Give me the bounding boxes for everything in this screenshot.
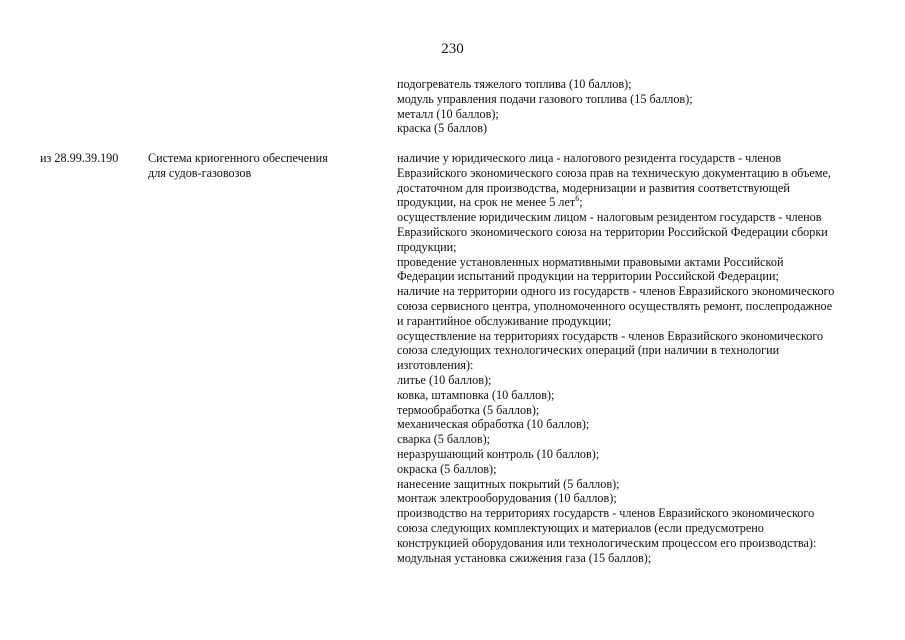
requirement-line: союза сервисного центра, уполномоченного осуществлять ремонт, послепродажное: [397, 298, 833, 313]
requirement-line: проведение установленных нормативными правовыми актами Российской: [397, 254, 784, 269]
requirement-line: модульная установка сжижения газа (15 баллов);: [397, 550, 652, 565]
requirement-line-with-footnote: [397, 195, 877, 210]
requirements-text: [397, 151, 877, 565]
product-name-line: Система криогенного обеспечения: [148, 151, 328, 165]
requirement-line: монтаж электрооборудования (10 баллов);: [397, 491, 617, 506]
requirement-line: окраска (5 баллов);: [397, 461, 497, 476]
requirement-line: союза следующих технологических операций (при наличии в технологии: [397, 343, 780, 358]
requirement-line: неразрушающий контроль (10 баллов);: [397, 446, 600, 461]
requirement-line: механическая обработка (10 баллов);: [397, 417, 590, 432]
requirement-line: Федерации испытаний продукции на территории Российской Федерации;: [397, 269, 779, 284]
requirement-line: изготовления):: [397, 358, 474, 373]
requirement-line: осуществление юридическим лицом - налоговым резидентом государств - членов: [397, 210, 822, 225]
requirement-line: осуществление на территориях государств - членов Евразийского экономического: [397, 328, 824, 343]
continuation-line: краска (5 баллов): [397, 121, 488, 136]
requirement-line: нанесение защитных покрытий (5 баллов);: [397, 476, 620, 491]
requirement-line: наличие у юридического лица - налогового резидента государств - членов: [397, 151, 782, 165]
requirement-line: продукции;: [397, 239, 457, 254]
product-name-line: для судов-газовозов: [148, 165, 252, 180]
continuation-text: [397, 77, 877, 136]
requirement-line: производство на территориях государств - членов Евразийского экономического: [397, 506, 815, 521]
requirement-line: союза следующих комплектующих и материалов (если предусмотрено: [397, 520, 764, 535]
continuation-line: подогреватель тяжелого топлива (10 баллов);: [397, 77, 632, 91]
product-code: из 28.99.39.190: [40, 151, 119, 165]
requirement-line: наличие на территории одного из государств - членов Евразийского экономического: [397, 284, 835, 299]
requirement-line: ковка, штамповка (10 баллов);: [397, 387, 555, 402]
product-name: [148, 151, 328, 181]
requirement-line: термообработка (5 баллов);: [397, 402, 540, 417]
requirement-punctuation: ;: [579, 195, 583, 210]
requirement-line: конструкцией оборудования или технологическим процессом его производства):: [397, 535, 817, 550]
requirement-line: Евразийского экономического союза прав на техническую документацию в объеме,: [397, 165, 831, 180]
requirement-line: и гарантийное обслуживание продукции;: [397, 313, 612, 328]
footnote-marker: 6: [575, 194, 580, 204]
requirement-text: продукции, на срок не менее 5 лет: [397, 195, 576, 210]
requirement-line: Евразийского экономического союза на территории Российской Федерации сборки: [397, 224, 828, 239]
continuation-line: модуль управления подачи газового топлива (15 баллов);: [397, 91, 693, 106]
page-number: 230: [441, 41, 464, 57]
requirement-line: достаточном для производства, модернизации и развития соответствующей: [397, 180, 790, 195]
requirement-line: сварка (5 баллов);: [397, 432, 491, 447]
requirement-line: литье (10 баллов);: [397, 372, 492, 387]
continuation-line: металл (10 баллов);: [397, 106, 499, 121]
